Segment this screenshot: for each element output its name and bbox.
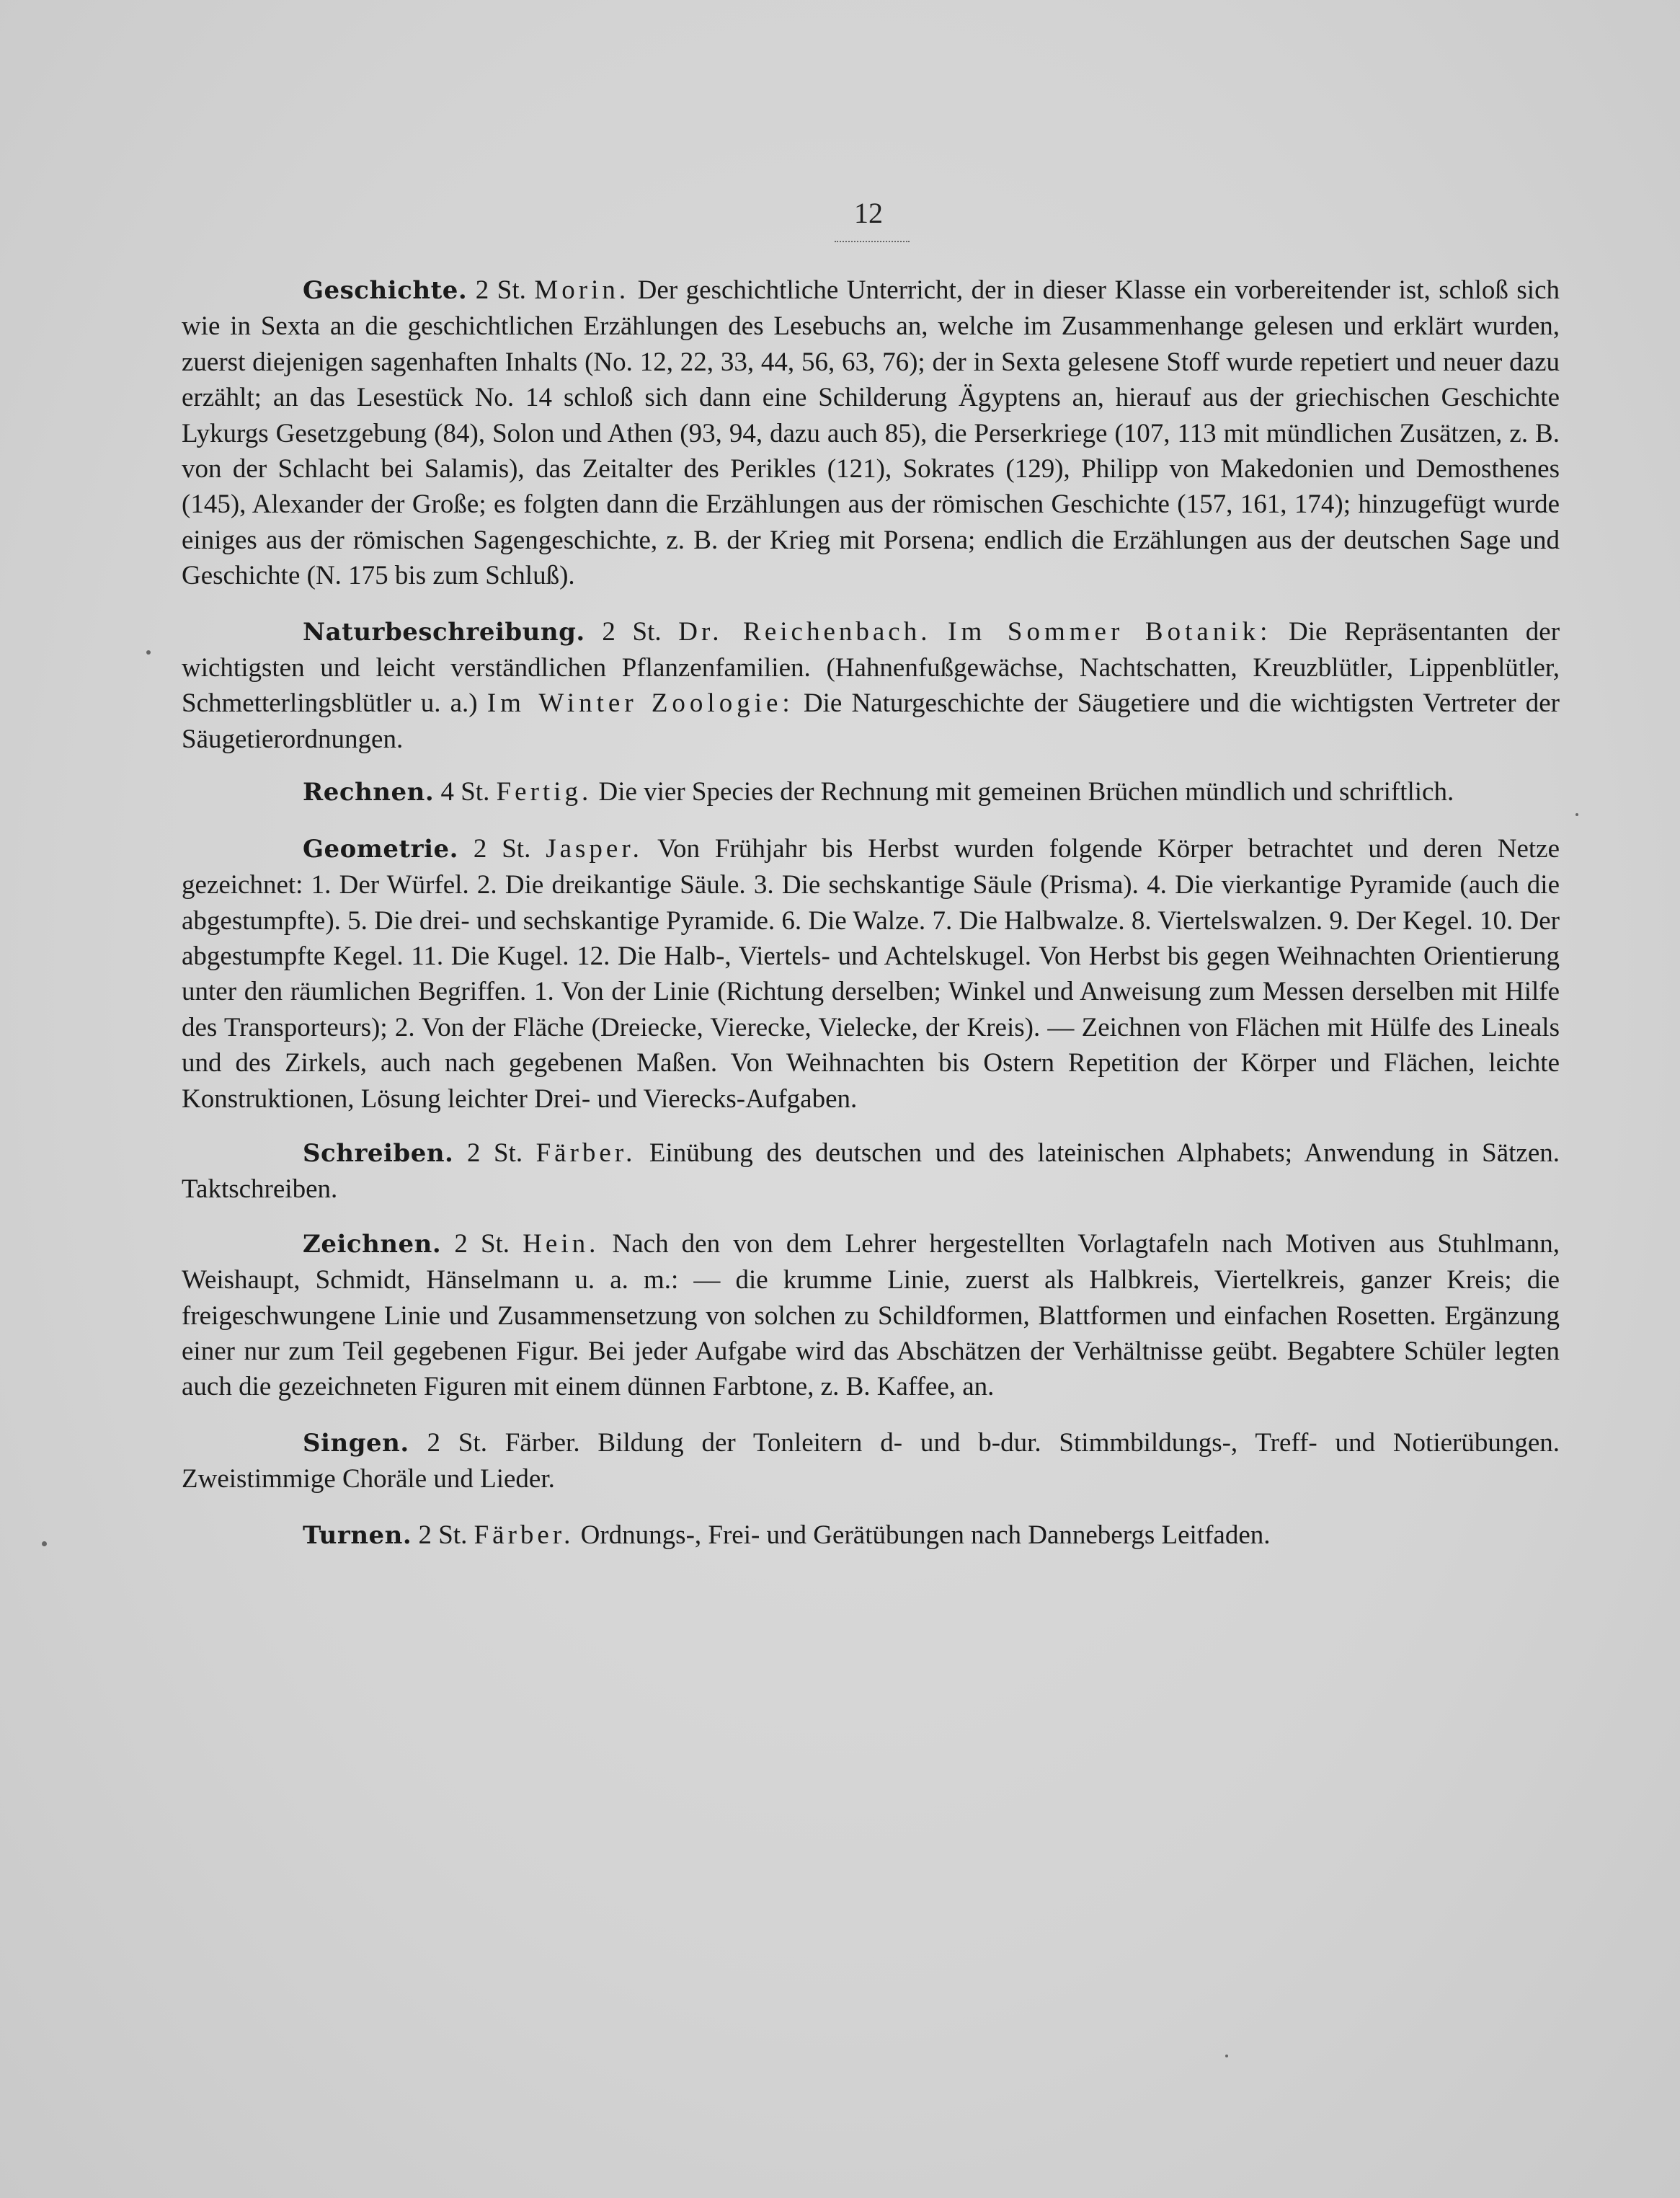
section-teacher: Fertig. (496, 777, 592, 807)
section-singen (182, 1425, 1560, 1497)
section-teacher: Färber. (535, 1138, 636, 1168)
section-hours: 2 St. (473, 833, 531, 864)
section-title: Geschichte. (303, 276, 468, 305)
section-text: Nach den von dem Lehrer hergestellten Vorlagtafeln nach Motiven aus Stuhlmann, Weishaupt, Schmidt, Hänselmann u. a. m.: — die krumme Linie, zuerst als Halbkreis, Viertelkreis, ganzer Kreis; die freigeschwungene Linie und Zusammensetzung von solchen zu Schildformen, Blattformen und einfachen Rosetten. Ergänzung einer nur zum Teil gegebenen Figur. Bei jeder Aufgabe wird das Abschätzen der Verhältnisse geübt. Begabtere Schüler legten auch die gezeichneten Figuren mit einem dünnen Farbtone, z. B. Kaffee, an. (182, 1228, 1560, 1402)
section-teacher: Hein. (523, 1228, 600, 1259)
scan-speck (1575, 813, 1578, 816)
section-hours: 2 St. (466, 1138, 523, 1168)
section-hours: 2 St. (475, 275, 526, 305)
section-text: Der geschichtliche Unterricht, der in dieser Klasse ein vorbereitender ist, schloß sich wie in Sexta an die geschichtlichen Erzählungen des Lesebuchs an, welche im Zusammenhange gelesen und erklärt wurden, zuerst diejenigen sagenhaften Inhalts (No. 12, 22, 33, 44, 56, 63, 76); der in Sexta gelesene Stoff wurde repetiert und neuer dazu erzählt; an das Lesestück No. 14 schloß sich dann eine Schilderung Ägyptens an, hierauf aus der griechischen Geschichte Lykurgs Gesetzgebung (84), Solon und Athen (93, 94, dazu auch 85), die Perserkriege (107, 113 mit mündlichen Zusätzen, z. B. von der Schlacht bei Salamis), das Zeitalter des Perikles (121), Sokrates (129), Philipp von Makedonien und Demosthenes (145), Alexander der Große; es folgten dann die Erzählungen aus der römischen Geschichte (157, 161, 174); hinzugefügt wurde einiges aus der römischen Sagengeschichte, z. B. der Krieg mit Porsena; endlich die Erzählungen aus der deutschen Sage und Geschichte (N. 175 bis zum Schluß). (182, 275, 1560, 591)
section-turnen (182, 1517, 1560, 1554)
section-teacher: Morin. (534, 275, 630, 305)
section-title: Turnen. (303, 1520, 412, 1550)
page-number: 12 (854, 197, 883, 229)
section-hours: 4 St. (440, 777, 490, 807)
section-text: Bildung der Tonleitern d- und b-dur. Stimmbildungs-, Treff- und Notierübungen. Zweistimmige Choräle und Lieder. (182, 1427, 1560, 1494)
section-rechnen (182, 774, 1560, 810)
section-text: Die vier Species der Rechnung mit gemeinen Brüchen mündlich und schriftlich. (598, 777, 1454, 807)
section-naturbeschreibung (182, 614, 1560, 758)
curriculum-text (182, 272, 1560, 1554)
section-hours: 2 St. (602, 616, 662, 647)
winter-label: Im Winter Zoologie: (486, 688, 794, 719)
section-teacher: Dr. Reichenbach. (678, 616, 931, 647)
winter-text: Die Naturgeschichte der Säugetiere und die wichtigsten Vertreter der Säugetierordnungen. (182, 688, 1560, 754)
section-title: Zeichnen. (303, 1229, 442, 1259)
page-number-ornament (835, 236, 910, 242)
section-text: Ordnungs-, Frei- und Gerätübungen nach Dannebergs Leitfaden. (580, 1520, 1271, 1550)
section-teacher: Jasper. (546, 833, 643, 864)
section-title: Singen. (303, 1428, 409, 1458)
section-title: Rechnen. (303, 778, 435, 807)
section-title: Schreiben. (303, 1138, 454, 1168)
section-text: Einübung des deutschen und des lateinischen Alphabets; Anwendung in Sätzen. Taktschreiben. (182, 1138, 1560, 1205)
section-hours: 2 St. (427, 1427, 487, 1458)
section-hours: 2 St. (418, 1520, 468, 1550)
summer-label: Im Sommer Botanik: (948, 616, 1272, 647)
section-text: Von Frühjahr bis Herbst wurden folgende Körper betrachtet und deren Netze gezeichnet: 1. Der Würfel. 2. Die dreikantige Säule. 3. Die sechskantige Säule (Prisma). 4. Die vierkantige Pyramide (auch die abgestumpfte). 5. Die drei- und sechskantige Pyramide. 6. Die Walze. 7. Die Halbwalze. 8. Viertelswalzen. 9. Der Kegel. 10. Der abgestumpfte Kegel. 11. Die Kugel. 12. Die Halb-, Viertels- und Achtelskugel. Von Herbst bis gegen Weihnachten Orientierung unter den räumlichen Begriffen. 1. Von der Linie (Richtung derselben; Winkel und Anweisung zum Messen derselben mit Hilfe des Transporteurs); 2. Von der Fläche (Dreiecke, Vierecke, Vielecke, der Kreis). — Zeichnen von Flächen mit Hülfe des Lineals und des Zirkels, auch nach gegebenen Maßen. Von Weihnachten bis Ostern Repetition der Körper und Flächen, leichte Konstruktionen, Lösung leichter Drei- und Vierecks-Aufgaben. (182, 833, 1560, 1114)
section-geometrie (182, 831, 1560, 1117)
section-title: Naturbeschreibung. (303, 617, 585, 647)
section-teacher: Färber. (474, 1520, 574, 1550)
scan-speck (42, 1541, 47, 1546)
summer-text: Die Repräsentanten der wichtigsten und leicht verständlichen Pflanzenfamilien. (Hahnenfußgewächse, Nachtschatten, Kreuzblütler, Lippenblütler, Schmetterlingsblütler u. a.) (182, 616, 1560, 719)
section-teacher: Färber. (505, 1427, 580, 1458)
section-geschichte (182, 272, 1560, 594)
section-title: Geometrie. (303, 834, 458, 864)
section-schreiben (182, 1135, 1560, 1207)
scan-speck (1225, 2055, 1228, 2057)
scan-speck (146, 650, 151, 655)
section-zeichnen (182, 1226, 1560, 1405)
section-hours: 2 St. (454, 1228, 510, 1259)
